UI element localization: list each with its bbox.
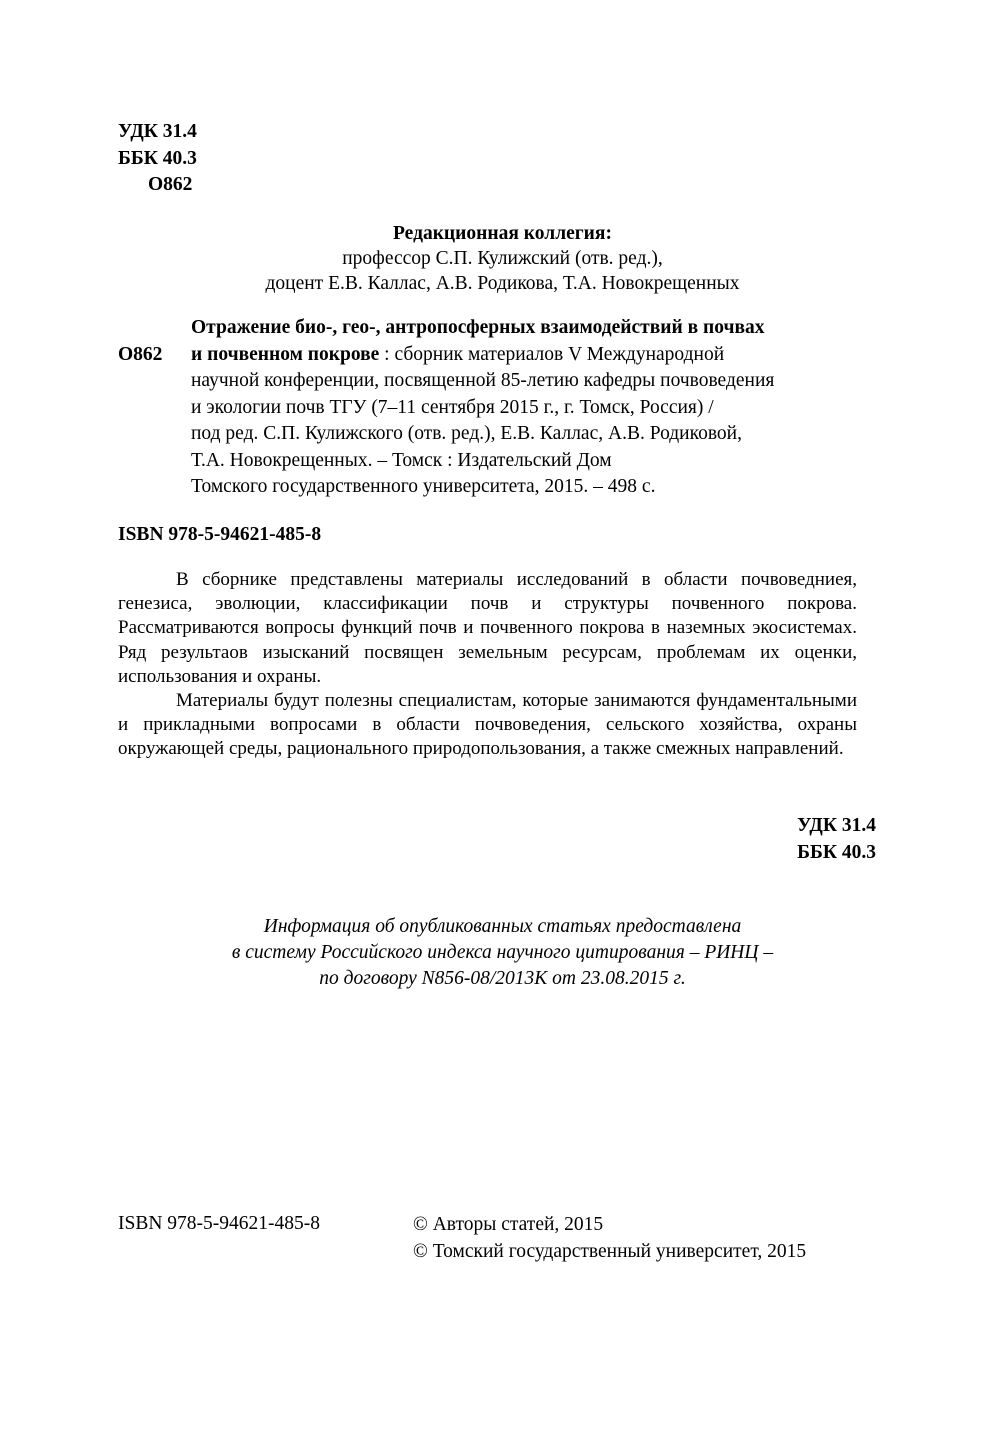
isbn-bold: ISBN 978-5-94621-485-8 (118, 524, 322, 545)
abstract-paragraph: Материалы будут полезны специалистам, которые занимаются фундаментальными и прикладными вопросами в области почвоведения, сельского хозяйства, охраны окружающей среды, рационального природопользования, а также смежных направлений. (118, 690, 857, 760)
author-mark: О862 (148, 174, 193, 195)
editorial-board-line: доцент Е.В. Каллас, А.В. Родикова, Т.А. Новокрещенных (265, 273, 740, 294)
bbk-code: ББК 40.3 (118, 147, 197, 169)
bibliographic-citation (191, 315, 891, 501)
citation-title: и почвенном покрове (191, 343, 380, 365)
imprint-isbn: ISBN 978-5-94621-485-8 (118, 1213, 321, 1234)
citation-text: : сборник материалов V Международной (379, 343, 725, 365)
citation-line: Томского государственного университета, 2015. – 498 с. (191, 476, 656, 497)
rinc-note-line: в систему Российского индекса научного цитирования – РИНЦ – (231, 942, 774, 963)
abstract-paragraph: В сборнике представлены материалы исследований в области почвоведниея, генезиса, эволюции, классификации почв и структуры почвенного покрова. Рассматриваются вопросы функций почв и почвенного покрова в наземных экосистемах. Ряд результаов изысканий посвящен земельным ресурсам, проблемам их оценки, использования и охраны. (118, 569, 857, 687)
udk-code: УДК 31.4 (797, 815, 876, 836)
editorial-board-title: Редакционная коллегия: (393, 223, 612, 244)
rinc-note-line: Информация об опубликованных статьях предоставлена (263, 916, 742, 937)
copyright-line: © Авторы статей, 2015 (413, 1214, 604, 1235)
rinc-note (0, 914, 1005, 992)
classification-codes-bottom (700, 813, 876, 866)
citation-line: и экологии почв ТГУ (7–11 сентября 2015 г., г. Томск, Россия) / (191, 396, 714, 418)
editorial-board-line: профессор С.П. Кулижский (отв. ред.), (342, 248, 663, 269)
citation-author-mark: О862 (118, 344, 163, 365)
editorial-board (0, 221, 1005, 296)
citation-line: научной конференции, посвященной 85-летию кафедры почвоведения (191, 370, 775, 391)
copyright-block (413, 1211, 806, 1265)
copyright-line: © Томский государственный университет, 2015 (413, 1241, 807, 1262)
rinc-note-line: по договору N856-08/2013K от 23.08.2015 г. (319, 968, 686, 989)
citation-title: Отражение био-, гео-, антропосферных взаимодействий в почвах (191, 317, 765, 338)
citation-line: Т.А. Новокрещенных. – Томск : Издательский Дом (191, 449, 612, 471)
udk-code: УДК 31.4 (118, 121, 197, 142)
citation-line: под ред. С.П. Кулижского (отв. ред.), Е.В. Каллас, А.В. Родиковой, (191, 423, 742, 444)
bbk-code: ББК 40.3 (797, 841, 876, 863)
abstract (118, 568, 857, 762)
citation-line (191, 342, 891, 369)
classification-codes-top (118, 119, 197, 199)
